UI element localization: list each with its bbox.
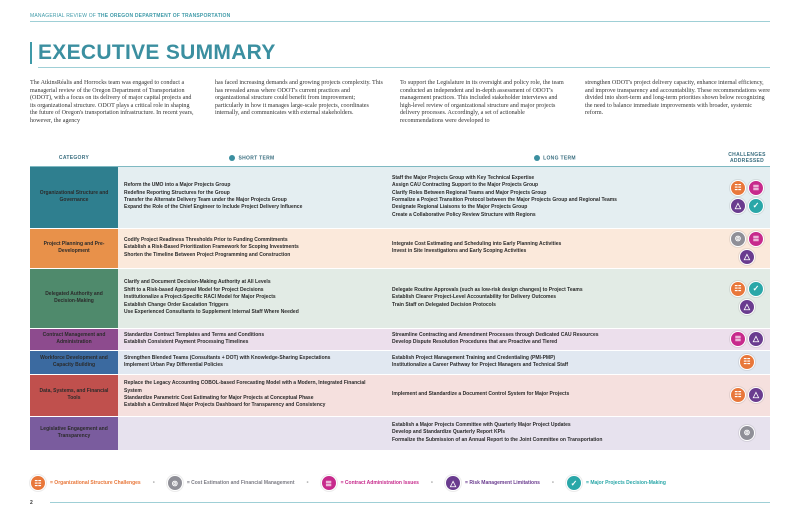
long-term-item: Integrate Cost Estimating and Scheduling into Early Planning Activities (392, 240, 562, 247)
long-term-item: Designate Regional Liaisons to the Major Projects Group (392, 204, 528, 211)
legend (30, 473, 770, 493)
org-legend-icon: ☷ (30, 475, 46, 491)
short-term-item: Transfer the Alternate Delivery Team under the Major Projects Group (124, 197, 287, 203)
legend-label: = Major Projects Decision-Making (586, 480, 666, 486)
short-term-item: Shift to a Risk-based Approval Model for Project Decisions (124, 286, 264, 293)
row-category: Data, Systems, and Financial Tools (30, 374, 118, 416)
long-term-item: Streamline Contracting and Amendment Processes through Dedicated CAU Resources (392, 331, 599, 338)
dec-challenge-icon: ✓ (748, 198, 764, 214)
risk-legend-icon: △ (445, 475, 461, 491)
row-long-term (386, 350, 724, 374)
row-challenges (724, 268, 770, 328)
header-org: THE OREGON DEPARTMENT OF TRANSPORTATION (97, 13, 231, 19)
risk-challenge-icon: △ (739, 249, 755, 265)
long-term-item: Establish Clearer Project-Level Accountability for Delivery Outcomes (392, 294, 557, 301)
table-row (30, 374, 770, 416)
long-term-item: Staff the Major Projects Group with Key Technical Expertise (392, 174, 535, 181)
row-category: Contract Management and Administration (30, 328, 118, 350)
short-term-item: Strengthen Blended Teams (Consultants + DOT) with Knowledge-Sharing Expectations (124, 354, 331, 361)
row-challenges (724, 228, 770, 268)
table-row (30, 268, 770, 328)
legend-separator: • (551, 480, 555, 486)
row-category: Project Planning and Pre-Development (30, 228, 118, 268)
row-short-term (118, 268, 386, 328)
header-long-term: LONG TERM (386, 150, 724, 166)
table-header-row (30, 150, 770, 166)
short-term-item: Redefine Reporting Structures for the Group (124, 189, 230, 196)
contract-challenge-icon: ≣ (748, 180, 764, 196)
row-short-term (118, 416, 386, 450)
legend-label: = Contract Administration Issues (340, 480, 419, 486)
header-category: CATEGORY (30, 150, 118, 166)
short-term-item: Standardize Contract Templates and Terms and Conditions (124, 331, 265, 338)
risk-challenge-icon: △ (748, 387, 764, 403)
intro-column-4: strengthen ODOT's project delivery capacity, enhance internal efficiency, and improve transparency and accountability. These recommendations were divided into short-term and long-term priorities shown below recognizing the need to balance immediate improvements with broader, systemic reform. (585, 80, 770, 117)
row-category: Organizational Structure and Governance (30, 166, 118, 228)
row-short-term (118, 350, 386, 374)
row-long-term (386, 416, 724, 450)
table-row (30, 416, 770, 450)
title-accent-bar (30, 42, 32, 64)
long-term-item: Formalize the Submission of an Annual Report to the Joint Committee on Transportation (392, 436, 603, 443)
cost-challenge-icon: ⊚ (739, 425, 755, 441)
row-long-term (386, 166, 724, 228)
row-long-term (386, 268, 724, 328)
short-term-item: Institutionalize a Project-Specific RACI Model for Major Projects (124, 294, 276, 301)
row-short-term (118, 374, 386, 416)
row-short-term (118, 166, 386, 228)
risk-challenge-icon: △ (748, 331, 764, 347)
short-term-item: Establish Consistent Payment Processing Timelines (124, 339, 249, 345)
legend-item (321, 475, 419, 491)
legend-item (30, 475, 141, 491)
table-row (30, 228, 770, 268)
long-term-item: Clarify Roles Between Regional Teams and Major Projects Group (392, 189, 547, 196)
legend-label: = Organizational Structure Challenges (50, 480, 141, 486)
row-short-term (118, 328, 386, 350)
header-rule (30, 21, 770, 22)
table-row (30, 350, 770, 374)
short-term-item: Standardize Parametric Cost Estimating for Major Projects at Conceptual Phase (124, 395, 314, 401)
contract-challenge-icon: ≣ (748, 231, 764, 247)
long-term-item: Delegate Routine Approvals (such as low-risk design changes) to Project Teams (392, 286, 583, 293)
cost-legend-icon: ⊚ (167, 475, 183, 491)
contract-challenge-icon: ≣ (730, 331, 746, 347)
long-term-item: Train Staff on Delegated Decision Protocols (392, 301, 496, 308)
title-rule (38, 67, 770, 68)
header-challenges: CHALLENGES ADDRESSED (724, 150, 770, 166)
header-short-term: SHORT TERM (118, 150, 386, 166)
org-challenge-icon: ☷ (739, 354, 755, 370)
row-challenges (724, 328, 770, 350)
long-term-item: Develop Dispute Resolution Procedures that are Proactive and Tiered (392, 339, 558, 345)
long-term-item: Create a Collaborative Policy Review Structure with Regions (392, 211, 536, 218)
table-row (30, 328, 770, 350)
row-category: Delegated Authority and Decision-Making (30, 268, 118, 328)
row-challenges (724, 166, 770, 228)
row-long-term (386, 328, 724, 350)
row-challenges (724, 416, 770, 450)
row-short-term (118, 228, 386, 268)
short-term-item: Replace the Legacy Accounting COBOL-based Forecasting Model with a Modern, Integrated Financial System (124, 380, 366, 394)
legend-item (445, 475, 540, 491)
long-term-item: Implement and Standardize a Document Control System for Major Projects (392, 391, 570, 398)
row-category: Legislative Engagement and Transparency (30, 416, 118, 450)
dec-legend-icon: ✓ (566, 475, 582, 491)
long-term-item: Invest in Site Investigations and Early Scoping Activities (392, 248, 527, 254)
row-challenges (724, 350, 770, 374)
long-term-item: Institutionalize a Career Pathway for Project Managers and Technical Staff (392, 362, 569, 368)
short-term-item: Establish a Risk-Based Prioritization Framework for Scoping Investments (124, 244, 299, 251)
short-term-item: Expand the Role of the Chief Engineer to Include Project Delivery Influence (124, 204, 303, 211)
org-challenge-icon: ☷ (730, 180, 746, 196)
org-challenge-icon: ☷ (730, 387, 746, 403)
row-challenges (724, 374, 770, 416)
contract-legend-icon: ≣ (321, 475, 337, 491)
short-term-item: Establish Change Order Escalation Triggers (124, 301, 229, 308)
short-term-icon (229, 155, 235, 161)
org-challenge-icon: ☷ (730, 281, 746, 297)
risk-challenge-icon: △ (730, 198, 746, 214)
row-category: Workforce Development and Capacity Building (30, 350, 118, 374)
short-term-item: Shorten the Timeline Between Project Programming and Construction (124, 251, 291, 258)
risk-challenge-icon: △ (739, 299, 755, 315)
short-term-item: Implement Urban Pay Differential Policies (124, 362, 223, 368)
legend-label: = Cost Estimation and Financial Management (186, 480, 295, 486)
cost-challenge-icon: ⊚ (730, 231, 746, 247)
short-term-item: Reform the UMO into a Major Projects Group (124, 182, 231, 189)
page-title: EXECUTIVE SUMMARY (38, 41, 276, 64)
recommendations-table (30, 150, 770, 451)
header-label (30, 13, 230, 19)
short-term-item: Codify Project Readiness Thresholds Prior to Funding Commitments (124, 236, 288, 243)
intro-column-1: The AtkinsRéalis and Horrocks team was engaged to conduct a managerial review of the Oregon Department of Transportation (ODOT), with a focus on its delivery of major capital projects and its organizational structure. ODOT plays a critical role in shaping the future of Oregon's transportation infrastructure. In recent years, however, the agency (30, 80, 194, 124)
dec-challenge-icon: ✓ (748, 281, 764, 297)
long-term-item: Formalize a Project Transition Protocol between the Major Projects Group and Regional Teams (392, 197, 617, 203)
legend-item (566, 475, 666, 491)
legend-separator: • (430, 480, 434, 486)
legend-label: = Risk Management Limitations (465, 480, 540, 486)
header-prefix: MANAGERIAL REVIEW OF (30, 13, 97, 19)
legend-separator: • (152, 480, 155, 486)
legend-separator: • (306, 480, 309, 486)
short-term-item: Use Experienced Consultants to Supplement Internal Staff Where Needed (124, 309, 299, 316)
long-term-item: Establish a Major Projects Committee with Quarterly Major Project Updates (392, 421, 571, 428)
long-term-icon (534, 155, 540, 161)
page-number: 2 (30, 500, 33, 506)
long-term-item: Assign CAU Contracting Support to the Major Projects Group (392, 182, 539, 189)
intro-column-3: To support the Legislature in its oversight and policy role, the team conducted an independent and in-depth assessment of ODOT's management practices. This included stakeholder interviews and high-level review of organizational structure and major projects delivery processes. Accordingly, a set of actionable recommendations were developed to (400, 80, 564, 124)
row-long-term (386, 228, 724, 268)
short-term-item: Establish a Centralized Major Projects Dashboard for Transparency and Consistency (124, 402, 326, 409)
legend-item (167, 475, 295, 491)
footer-rule (50, 502, 770, 503)
row-long-term (386, 374, 724, 416)
long-term-item: Develop and Standardize Quarterly Report KPIs (392, 429, 506, 436)
short-term-item: Clarify and Document Decision-Making Authority at All Levels (124, 279, 271, 286)
intro-column-2: has faced increasing demands and growing projects complexity. This has revealed areas where ODOT's current practices and organizational structure could benefit from improvement; particularly in how it manages large-scale projects, coordinates internally, and communicates with external stakeholders. (215, 80, 383, 117)
long-term-item: Establish Project Management Training and Credentialing (PMI-PMP) (392, 354, 556, 361)
table-row (30, 166, 770, 228)
